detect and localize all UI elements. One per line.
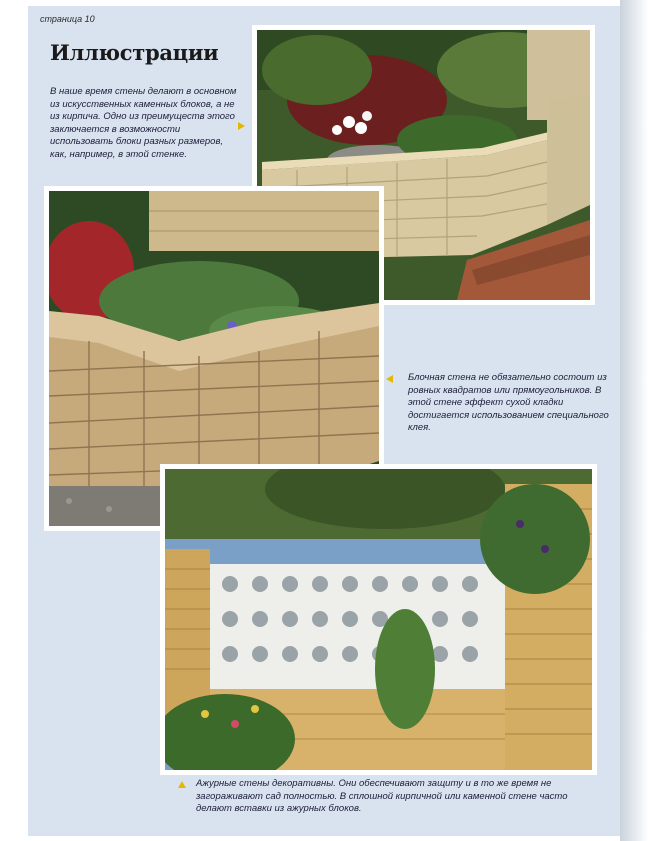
arrow-up-icon: [178, 781, 186, 788]
page: [28, 6, 620, 836]
caption-bottom: Ажурные стены декоративны. Они обеспечивают защиту и в то же время не загораживают сад полностью. В сплошной кирпичной или каменной стене часто делают вставки из ажурных блоков.: [196, 778, 568, 814]
arrow-right-icon: [238, 122, 245, 130]
page-spine-shadow: [620, 0, 648, 841]
caption-top: В наше время стены делают в основном из искусственных каменных блоков, а не из кирпича. Одно из преимуществ этого заключается в возможности использовать блоки разных размеров, как, например, в этой стенке.: [50, 86, 237, 160]
caption-middle: Блочная стена не обязательно состоит из ровных квадратов или прямоугольников. В этой стене эффект сухой кладки достигается использованием специального клея.: [408, 372, 609, 433]
arrow-left-icon: [386, 375, 393, 383]
page-title: Иллюстрации: [50, 40, 219, 65]
page-number: страница 10: [40, 14, 95, 24]
pierced-screen-block-wall-photo: [160, 464, 597, 775]
